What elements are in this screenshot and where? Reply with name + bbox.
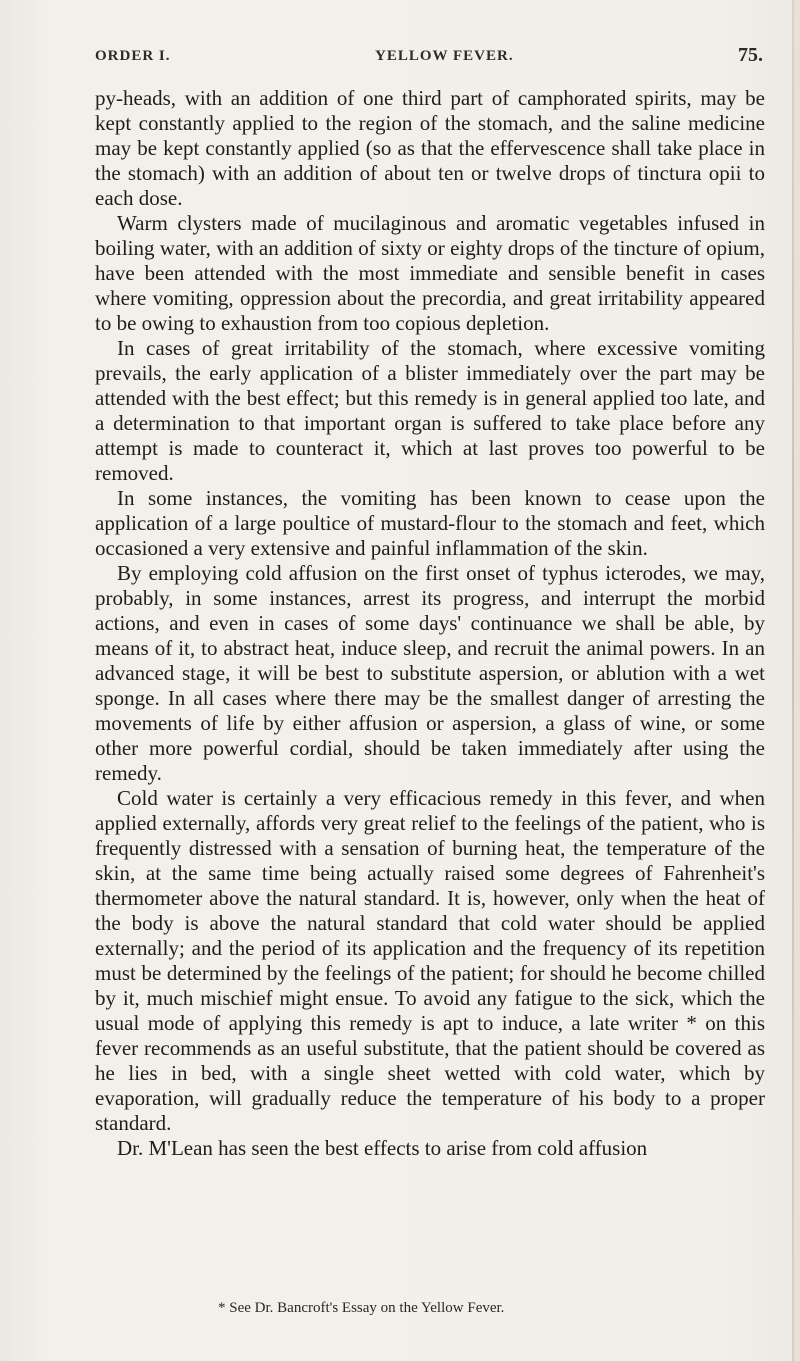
running-header [95, 44, 763, 72]
body-text [95, 86, 765, 1161]
footnote: * See Dr. Bancroft's Essay on the Yellow Fever. [218, 1300, 505, 1316]
paragraph: In some instances, the vomiting has been known to cease upon the application of a large poultice of mustard-flour to the stomach and feet, which occasioned a very extensive and painful inflammation of the skin. [95, 486, 765, 560]
page-number: 75. [738, 44, 763, 66]
header-title: YELLOW FEVER. [375, 48, 514, 64]
paragraph: Warm clysters made of mucilaginous and aromatic vegetables infused in boiling water, with an addition of sixty or eighty drops of the tincture of opium, have been attended with the most immediate and sensible benefit in cases where vomiting, oppression about the precordia, and great irritability appeared to be owing to exhaustion from too copious depletion. [95, 211, 765, 335]
paragraph: In cases of great irritability of the stomach, where excessive vomiting prevails, the early application of a blister immediately over the part may be attended with the best effect; but this remedy is in general applied too late, and a determination to that important organ is suffered to take place before any attempt is made to counteract it, which at last proves too powerful to be removed. [95, 336, 765, 485]
page-edge-line [792, 0, 794, 1361]
header-order: ORDER I. [95, 48, 171, 64]
paragraph: Cold water is certainly a very efficacious remedy in this fever, and when applied externally, affords very great relief to the feelings of the patient, who is frequently distressed with a sensation of burning heat, the temperature of the skin, at the same time being actually raised some degrees of Fahrenheit's thermometer above the natural standard. It is, however, only when the heat of the body is above the natural standard that cold water should be applied externally; and the period of its application and the frequency of its repetition must be determined by the feelings of the patient; for should he become chilled by it, much mischief might ensue. To avoid any fatigue to the sick, which the usual mode of applying this remedy is apt to induce, a late writer * on this fever recommends as an useful substitute, that the patient should be covered as he lies in bed, with a single sheet wetted with cold water, which by evaporation, will gradually reduce the temperature of his body to a proper standard. [95, 786, 765, 1135]
paragraph: py-heads, with an addition of one third part of camphorated spirits, may be kept constantly applied to the region of the stomach, and the saline medicine may be kept constantly applied (so as that the effervescence shall take place in the stomach) with an addition of about ten or twelve drops of tinctura opii to each dose. [95, 86, 765, 210]
page-edge-shadow [794, 0, 800, 1361]
paragraph: By employing cold affusion on the first onset of typhus icterodes, we may, probably, in some instances, arrest its progress, and interrupt the morbid actions, and even in cases of some days' continuance we shall be able, by means of it, to abstract heat, induce sleep, and recruit the animal powers. In an advanced stage, it will be best to substitute aspersion, or ablution with a wet sponge. In all cases where there may be the smallest danger of arresting the movements of life by either affusion or aspersion, a glass of wine, or some other more powerful cordial, should be taken immediately after using the remedy. [95, 561, 765, 785]
paragraph: Dr. M'Lean has seen the best effects to arise from cold affusion [117, 1136, 648, 1160]
